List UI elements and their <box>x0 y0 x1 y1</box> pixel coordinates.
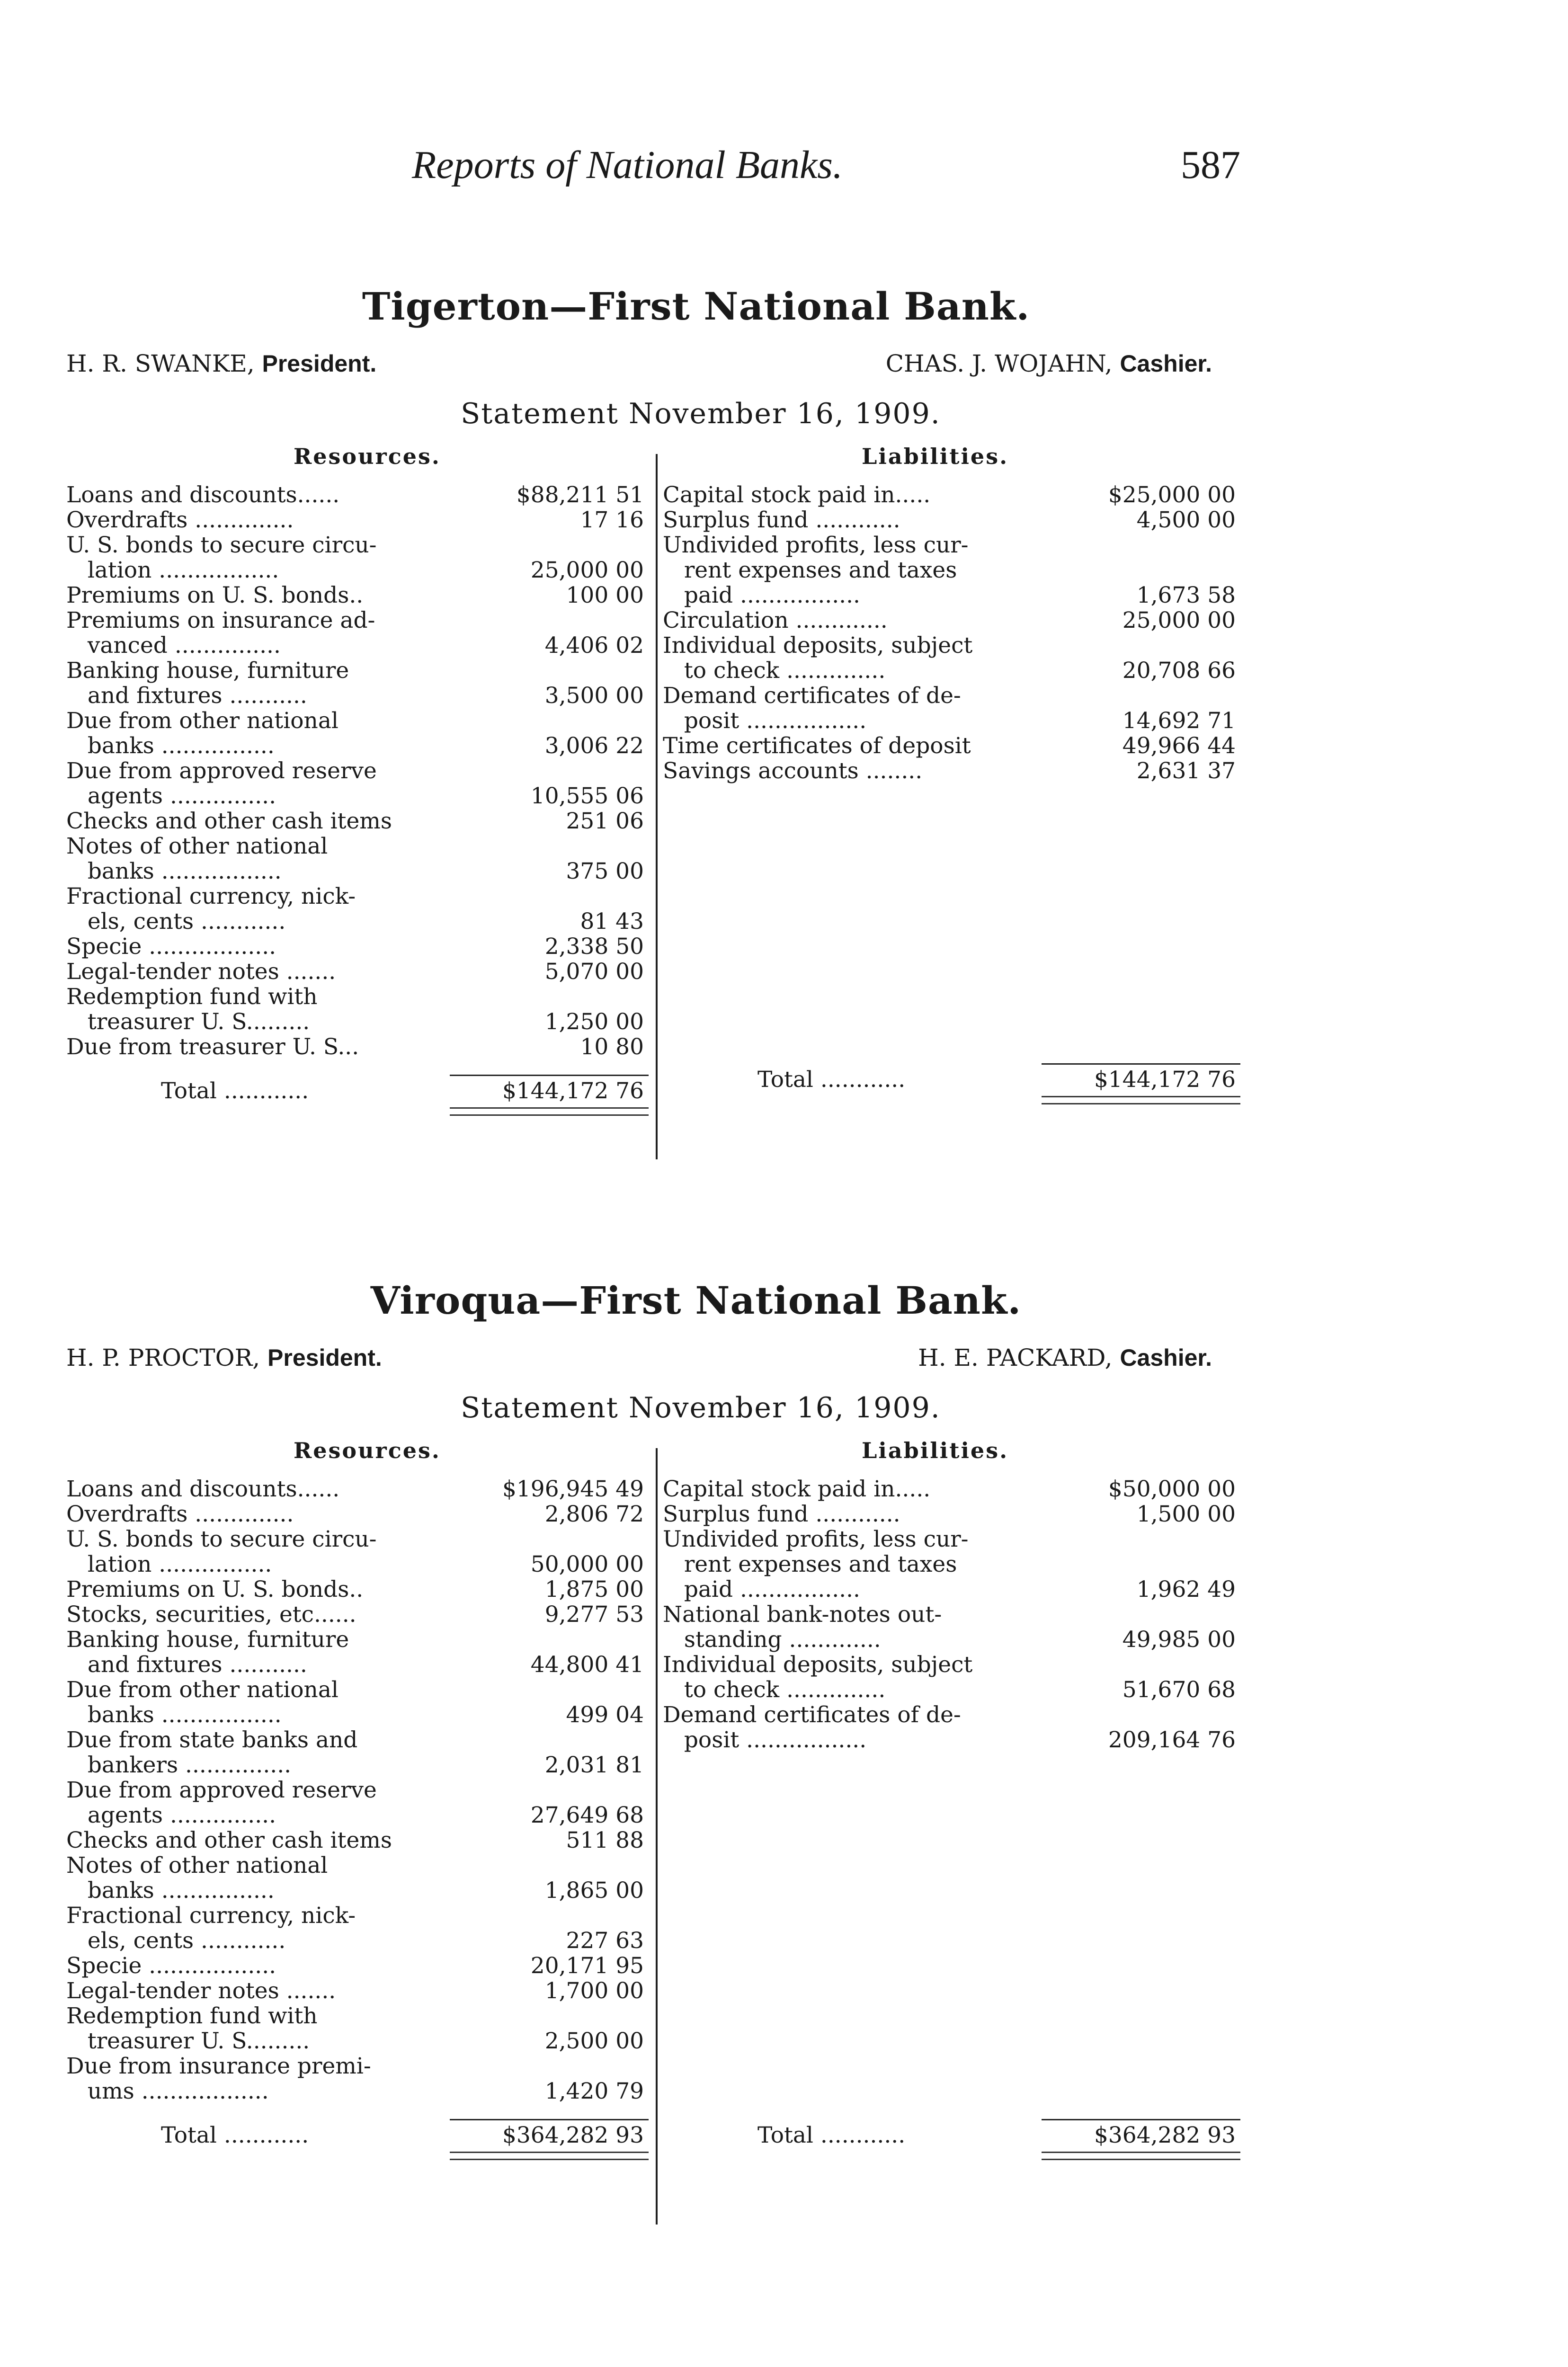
ledger-row <box>66 1727 649 1753</box>
ledger-row <box>663 482 1240 507</box>
ledger-amount: 1,250 00 <box>544 1009 644 1035</box>
ledger-amount: 10,555 06 <box>530 783 644 809</box>
ledger-row <box>66 1477 649 1502</box>
cashier-name: H. E. PACKARD, <box>918 1344 1113 1371</box>
ledger-label: Notes of other national <box>66 833 328 859</box>
ledger-label: posit ................. <box>663 708 867 734</box>
ledger-amount: 27,649 68 <box>530 1802 644 1828</box>
ledger-label: banks ................ <box>66 733 275 759</box>
officers <box>66 350 1240 383</box>
ledger-row <box>66 783 649 809</box>
ledger-label: vanced ............... <box>66 632 281 658</box>
ledger-label: Premiums on U. S. bonds.. <box>66 582 364 608</box>
ledger-amount: 1,500 00 <box>1136 1501 1236 1527</box>
running-head: Reports of National Banks. <box>412 143 843 187</box>
resources-heading: Resources. <box>294 1438 441 1463</box>
ledger-amount: 375 00 <box>566 858 644 884</box>
liabilities-heading: Liabilities. <box>862 444 1009 469</box>
ledger-label: Undivided profits, less cur- <box>663 1526 969 1552</box>
liabilities-column <box>663 440 1240 1093</box>
ledger-amount: 49,985 00 <box>1122 1627 1236 1653</box>
ledger-row <box>66 507 649 533</box>
ledger-row <box>66 1652 649 1677</box>
cashier-role: Cashier. <box>1120 350 1212 377</box>
ledger-label: Demand certificates of de- <box>663 683 961 709</box>
ledger-label: agents ............... <box>66 1802 276 1828</box>
ledger-row <box>66 583 649 608</box>
ledger-label: Fractional currency, nick- <box>66 1903 356 1929</box>
ledger-label: treasurer U. S......... <box>66 2028 310 2054</box>
ledger-amount: 3,006 22 <box>544 733 644 759</box>
ledger-row <box>663 1677 1240 1702</box>
ledger-label: standing ............. <box>663 1627 881 1653</box>
ledger-row <box>66 1677 649 1702</box>
ledger-label: Overdrafts .............. <box>66 1501 294 1527</box>
statement-date: Statement November 16, 1909. <box>461 397 941 430</box>
ledger-label: U. S. bonds to secure circu- <box>66 532 377 558</box>
ledger-amount: 1,962 49 <box>1136 1576 1236 1602</box>
ledger-row <box>663 633 1240 658</box>
ledger-row <box>66 708 649 733</box>
ledger-amount: 20,171 95 <box>530 1953 644 1979</box>
ledger-row <box>66 909 649 934</box>
ledger-row <box>663 1727 1240 1753</box>
officers <box>66 1344 1240 1377</box>
liabilities-heading: Liabilities. <box>862 1438 1009 1463</box>
ledger-row <box>66 809 649 834</box>
liabilities-total-row <box>663 1067 1240 1092</box>
ledger-label: Due from approved reserve <box>66 1777 377 1803</box>
ledger-amount: $50,000 00 <box>1108 1476 1236 1502</box>
ledger-label: ums .................. <box>66 2078 269 2104</box>
ledger-label: rent expenses and taxes <box>663 557 957 583</box>
ledger-row <box>66 733 649 758</box>
ledger-row <box>663 1477 1240 1502</box>
ledger-label: U. S. bonds to secure circu- <box>66 1526 377 1552</box>
ledger-row <box>66 934 649 959</box>
ledger-label: Due from other national <box>66 1677 339 1703</box>
ledger-label: Legal-tender notes ....... <box>66 1978 336 2004</box>
ledger-row <box>663 1652 1240 1677</box>
resources-heading: Resources. <box>294 444 441 469</box>
ledger-label: Legal-tender notes ....... <box>66 959 336 985</box>
ledger-label: Premiums on insurance ad- <box>66 607 375 633</box>
ledger-row <box>66 1502 649 1527</box>
ledger-amount: 4,500 00 <box>1136 507 1236 533</box>
ledger-row <box>66 1527 649 1552</box>
cashier <box>886 350 1212 377</box>
ledger-amount: 1,875 00 <box>544 1576 644 1602</box>
ledger-label: Specie .................. <box>66 1953 276 1979</box>
ledger-label: Demand certificates of de- <box>663 1702 961 1728</box>
ledger-row <box>66 1702 649 1727</box>
ledger-row <box>66 1602 649 1627</box>
ledger-label: Surplus fund ............ <box>663 507 900 533</box>
ledger-label: Capital stock paid in..... <box>663 482 931 508</box>
ledger-label: paid ................. <box>663 582 860 608</box>
ledger-row <box>663 683 1240 708</box>
ledger-row <box>66 1878 649 1903</box>
ledger-label: Surplus fund ............ <box>663 1501 900 1527</box>
ledger-label: banks ................. <box>66 858 282 884</box>
ledger-label: Checks and other cash items <box>66 808 392 834</box>
ledger-label: Due from insurance premi- <box>66 2053 371 2079</box>
ledger-row <box>663 758 1240 783</box>
ledger-label: Undivided profits, less cur- <box>663 532 969 558</box>
ledger-row <box>66 884 649 909</box>
ledger-label: Savings accounts ........ <box>663 758 923 784</box>
ledger-row <box>663 533 1240 558</box>
ledger-label: Due from approved reserve <box>66 758 377 784</box>
bank-statement-viroqua <box>66 1278 1240 2239</box>
ledger-label: to check .............. <box>663 1677 886 1703</box>
resources-list <box>66 1477 649 2104</box>
ledger-label: and fixtures ........... <box>66 1652 307 1678</box>
ledger-amount: 49,966 44 <box>1122 733 1236 759</box>
liabilities-list <box>663 1477 1240 1753</box>
column-divider <box>656 1448 658 2225</box>
ledger-row <box>66 1753 649 1778</box>
ledger-row <box>66 1953 649 1978</box>
ledger-row <box>663 1627 1240 1652</box>
ledger-amount: 2,338 50 <box>544 934 644 960</box>
ledger-amount: 1,865 00 <box>544 1878 644 1904</box>
ledger-row <box>663 1702 1240 1727</box>
ledger-label: to check .............. <box>663 658 886 684</box>
ledger-row <box>663 1502 1240 1527</box>
ledger-amount: 4,406 02 <box>544 632 644 658</box>
liabilities-list <box>663 482 1240 783</box>
bank-statement-tigerton <box>66 284 1240 1174</box>
ledger-row <box>663 658 1240 683</box>
ledger-label: els, cents ............ <box>66 908 286 934</box>
ledger-row <box>663 1552 1240 1577</box>
ledger-amount: 2,806 72 <box>544 1501 644 1527</box>
cashier <box>918 1344 1212 1371</box>
ledger-amount: 17 16 <box>580 507 644 533</box>
ledger-amount: 20,708 66 <box>1122 658 1236 684</box>
total-label: Total ............ <box>757 1067 906 1093</box>
ledger-row <box>66 2029 649 2054</box>
ledger-row <box>66 482 649 507</box>
ledger-row <box>66 1577 649 1602</box>
ledger-label: National bank-notes out- <box>663 1602 942 1628</box>
ledger-label: Overdrafts .............. <box>66 507 294 533</box>
ledger-label: Redemption fund with <box>66 984 318 1010</box>
ledger-label: rent expenses and taxes <box>663 1551 957 1577</box>
ledger-label: Due from other national <box>66 708 339 734</box>
ledger-label: Circulation ............. <box>663 607 888 633</box>
liabilities-total-row <box>663 2123 1240 2148</box>
ledger-row <box>66 2003 649 2029</box>
ledger-row <box>66 834 649 859</box>
ledger-row <box>66 1903 649 1928</box>
ledger-amount: 51,670 68 <box>1122 1677 1236 1703</box>
ledger-label: Time certificates of deposit <box>663 733 971 759</box>
resources-total-amount: $364,282 93 <box>450 2123 649 2148</box>
total-label: Total ............ <box>161 2122 309 2148</box>
ledger-label: Banking house, furniture <box>66 1627 349 1653</box>
liabilities-column <box>663 1434 1240 2148</box>
total-label: Total ............ <box>161 1078 309 1104</box>
ledger-row <box>66 1627 649 1652</box>
president-name: H. R. SWANKE, <box>66 350 255 377</box>
ledger-amount: 5,070 00 <box>544 959 644 985</box>
ledger-row <box>66 1009 649 1034</box>
ledger-label: Redemption fund with <box>66 2003 318 2029</box>
ledger-amount: 9,277 53 <box>544 1602 644 1628</box>
ledger-row <box>66 658 649 683</box>
president-role: President. <box>262 350 377 377</box>
resources-list <box>66 482 649 1059</box>
ledger-label: lation ................ <box>66 1551 272 1577</box>
liabilities-total-amount: $364,282 93 <box>1051 2123 1240 2148</box>
ledger-row <box>663 1602 1240 1627</box>
ledger-row <box>663 733 1240 758</box>
ledger-amount: 2,500 00 <box>544 2028 644 2054</box>
column-divider <box>656 454 658 1159</box>
ledger-row <box>663 1577 1240 1602</box>
resources-column <box>66 440 649 1103</box>
ledger-row <box>66 859 649 884</box>
ledger-label: Due from state banks and <box>66 1727 358 1753</box>
ledger-row <box>66 959 649 984</box>
resources-column <box>66 1434 649 2148</box>
ledger-label: bankers ............... <box>66 1752 292 1778</box>
ledger-amount: 50,000 00 <box>530 1551 644 1577</box>
ledger-row <box>663 608 1240 633</box>
ledger-label: els, cents ............ <box>66 1928 286 1954</box>
ledger-amount: 499 04 <box>566 1702 644 1728</box>
ledger-label: Specie .................. <box>66 934 276 960</box>
ledger-amount: 44,800 41 <box>530 1652 644 1678</box>
president-role: President. <box>267 1344 382 1371</box>
ledger-label: Individual deposits, subject <box>663 1652 973 1678</box>
resources-total-row <box>66 2123 649 2148</box>
ledger-label: Loans and discounts...... <box>66 482 340 508</box>
ledger-label: posit ................. <box>663 1727 867 1753</box>
resources-total-amount: $144,172 76 <box>450 1078 649 1103</box>
ledger-row <box>66 2079 649 2104</box>
ledger-amount: 1,420 79 <box>544 2078 644 2104</box>
ledger-row <box>66 533 649 558</box>
ledger-row <box>663 708 1240 733</box>
ledger-label: banks ................. <box>66 1702 282 1728</box>
total-label: Total ............ <box>757 2122 906 2148</box>
president-name: H. P. PROCTOR, <box>66 1344 260 1371</box>
ledger-amount: 251 06 <box>566 808 644 834</box>
ledger-label: Individual deposits, subject <box>663 632 973 658</box>
ledger-row <box>66 1853 649 1878</box>
ledger-label: and fixtures ........... <box>66 683 307 709</box>
ledger-amount: 25,000 00 <box>530 557 644 583</box>
ledger-label: Checks and other cash items <box>66 1827 392 1853</box>
ledger-label: Due from treasurer U. S... <box>66 1034 359 1060</box>
ledger-amount: $88,211 51 <box>516 482 644 508</box>
ledger-row <box>66 1034 649 1059</box>
ledger-label: treasurer U. S......... <box>66 1009 310 1035</box>
ledger-amount: $25,000 00 <box>1108 482 1236 508</box>
ledger-row <box>66 758 649 783</box>
ledger-amount: 2,031 81 <box>544 1752 644 1778</box>
bank-title: Tigerton—First National Bank. <box>362 284 1030 329</box>
ledger-row <box>663 1527 1240 1552</box>
ledger-amount: 511 88 <box>566 1827 644 1853</box>
ledger-row <box>66 1778 649 1803</box>
ledger-amount: 100 00 <box>566 582 644 608</box>
resources-total-row <box>66 1078 649 1103</box>
ledger-amount: 10 80 <box>580 1034 644 1060</box>
ledger-row <box>66 2054 649 2079</box>
ledger-label: Capital stock paid in..... <box>663 1476 931 1502</box>
ledger-amount: 1,700 00 <box>544 1978 644 2004</box>
ledger-row <box>66 1552 649 1577</box>
ledger-row <box>66 984 649 1009</box>
ledger-label: Premiums on U. S. bonds.. <box>66 1576 364 1602</box>
ledger-row <box>66 1803 649 1828</box>
ledger-row <box>663 558 1240 583</box>
statement-date: Statement November 16, 1909. <box>461 1391 941 1424</box>
president <box>66 1344 382 1371</box>
cashier-role: Cashier. <box>1120 1344 1212 1371</box>
ledger-label: Fractional currency, nick- <box>66 883 356 909</box>
ledger-row <box>66 683 649 708</box>
ledger-amount: 227 63 <box>566 1928 644 1954</box>
ledger-row <box>66 1978 649 2003</box>
page-number: 587 <box>1181 143 1240 187</box>
ledger-row <box>66 633 649 658</box>
bank-title: Viroqua—First National Bank. <box>370 1278 1022 1323</box>
ledger-row <box>663 583 1240 608</box>
ledger-label: Banking house, furniture <box>66 658 349 684</box>
ledger-amount: 81 43 <box>580 908 644 934</box>
liabilities-total-amount: $144,172 76 <box>1051 1067 1240 1092</box>
ledger-row <box>66 1828 649 1853</box>
president <box>66 350 376 377</box>
ledger-amount: 3,500 00 <box>544 683 644 709</box>
ledger-amount: 25,000 00 <box>1122 607 1236 633</box>
ledger-row <box>66 1928 649 1953</box>
ledger-label: Notes of other national <box>66 1852 328 1878</box>
ledger-label: banks ................ <box>66 1878 275 1904</box>
ledger-amount: 209,164 76 <box>1108 1727 1236 1753</box>
ledger-amount: 14,692 71 <box>1122 708 1236 734</box>
ledger-amount: 1,673 58 <box>1136 582 1236 608</box>
ledger-amount: 2,631 37 <box>1136 758 1236 784</box>
ledger-label: paid ................. <box>663 1576 860 1602</box>
ledger-label: Stocks, securities, etc...... <box>66 1602 356 1628</box>
ledger-row <box>663 507 1240 533</box>
ledger-row <box>66 608 649 633</box>
cashier-name: CHAS. J. WOJAHN, <box>885 350 1113 377</box>
ledger-row <box>66 558 649 583</box>
ledger-label: Loans and discounts...... <box>66 1476 340 1502</box>
ledger-amount: $196,945 49 <box>502 1476 644 1502</box>
ledger-label: lation ................. <box>66 557 279 583</box>
ledger-label: agents ............... <box>66 783 276 809</box>
